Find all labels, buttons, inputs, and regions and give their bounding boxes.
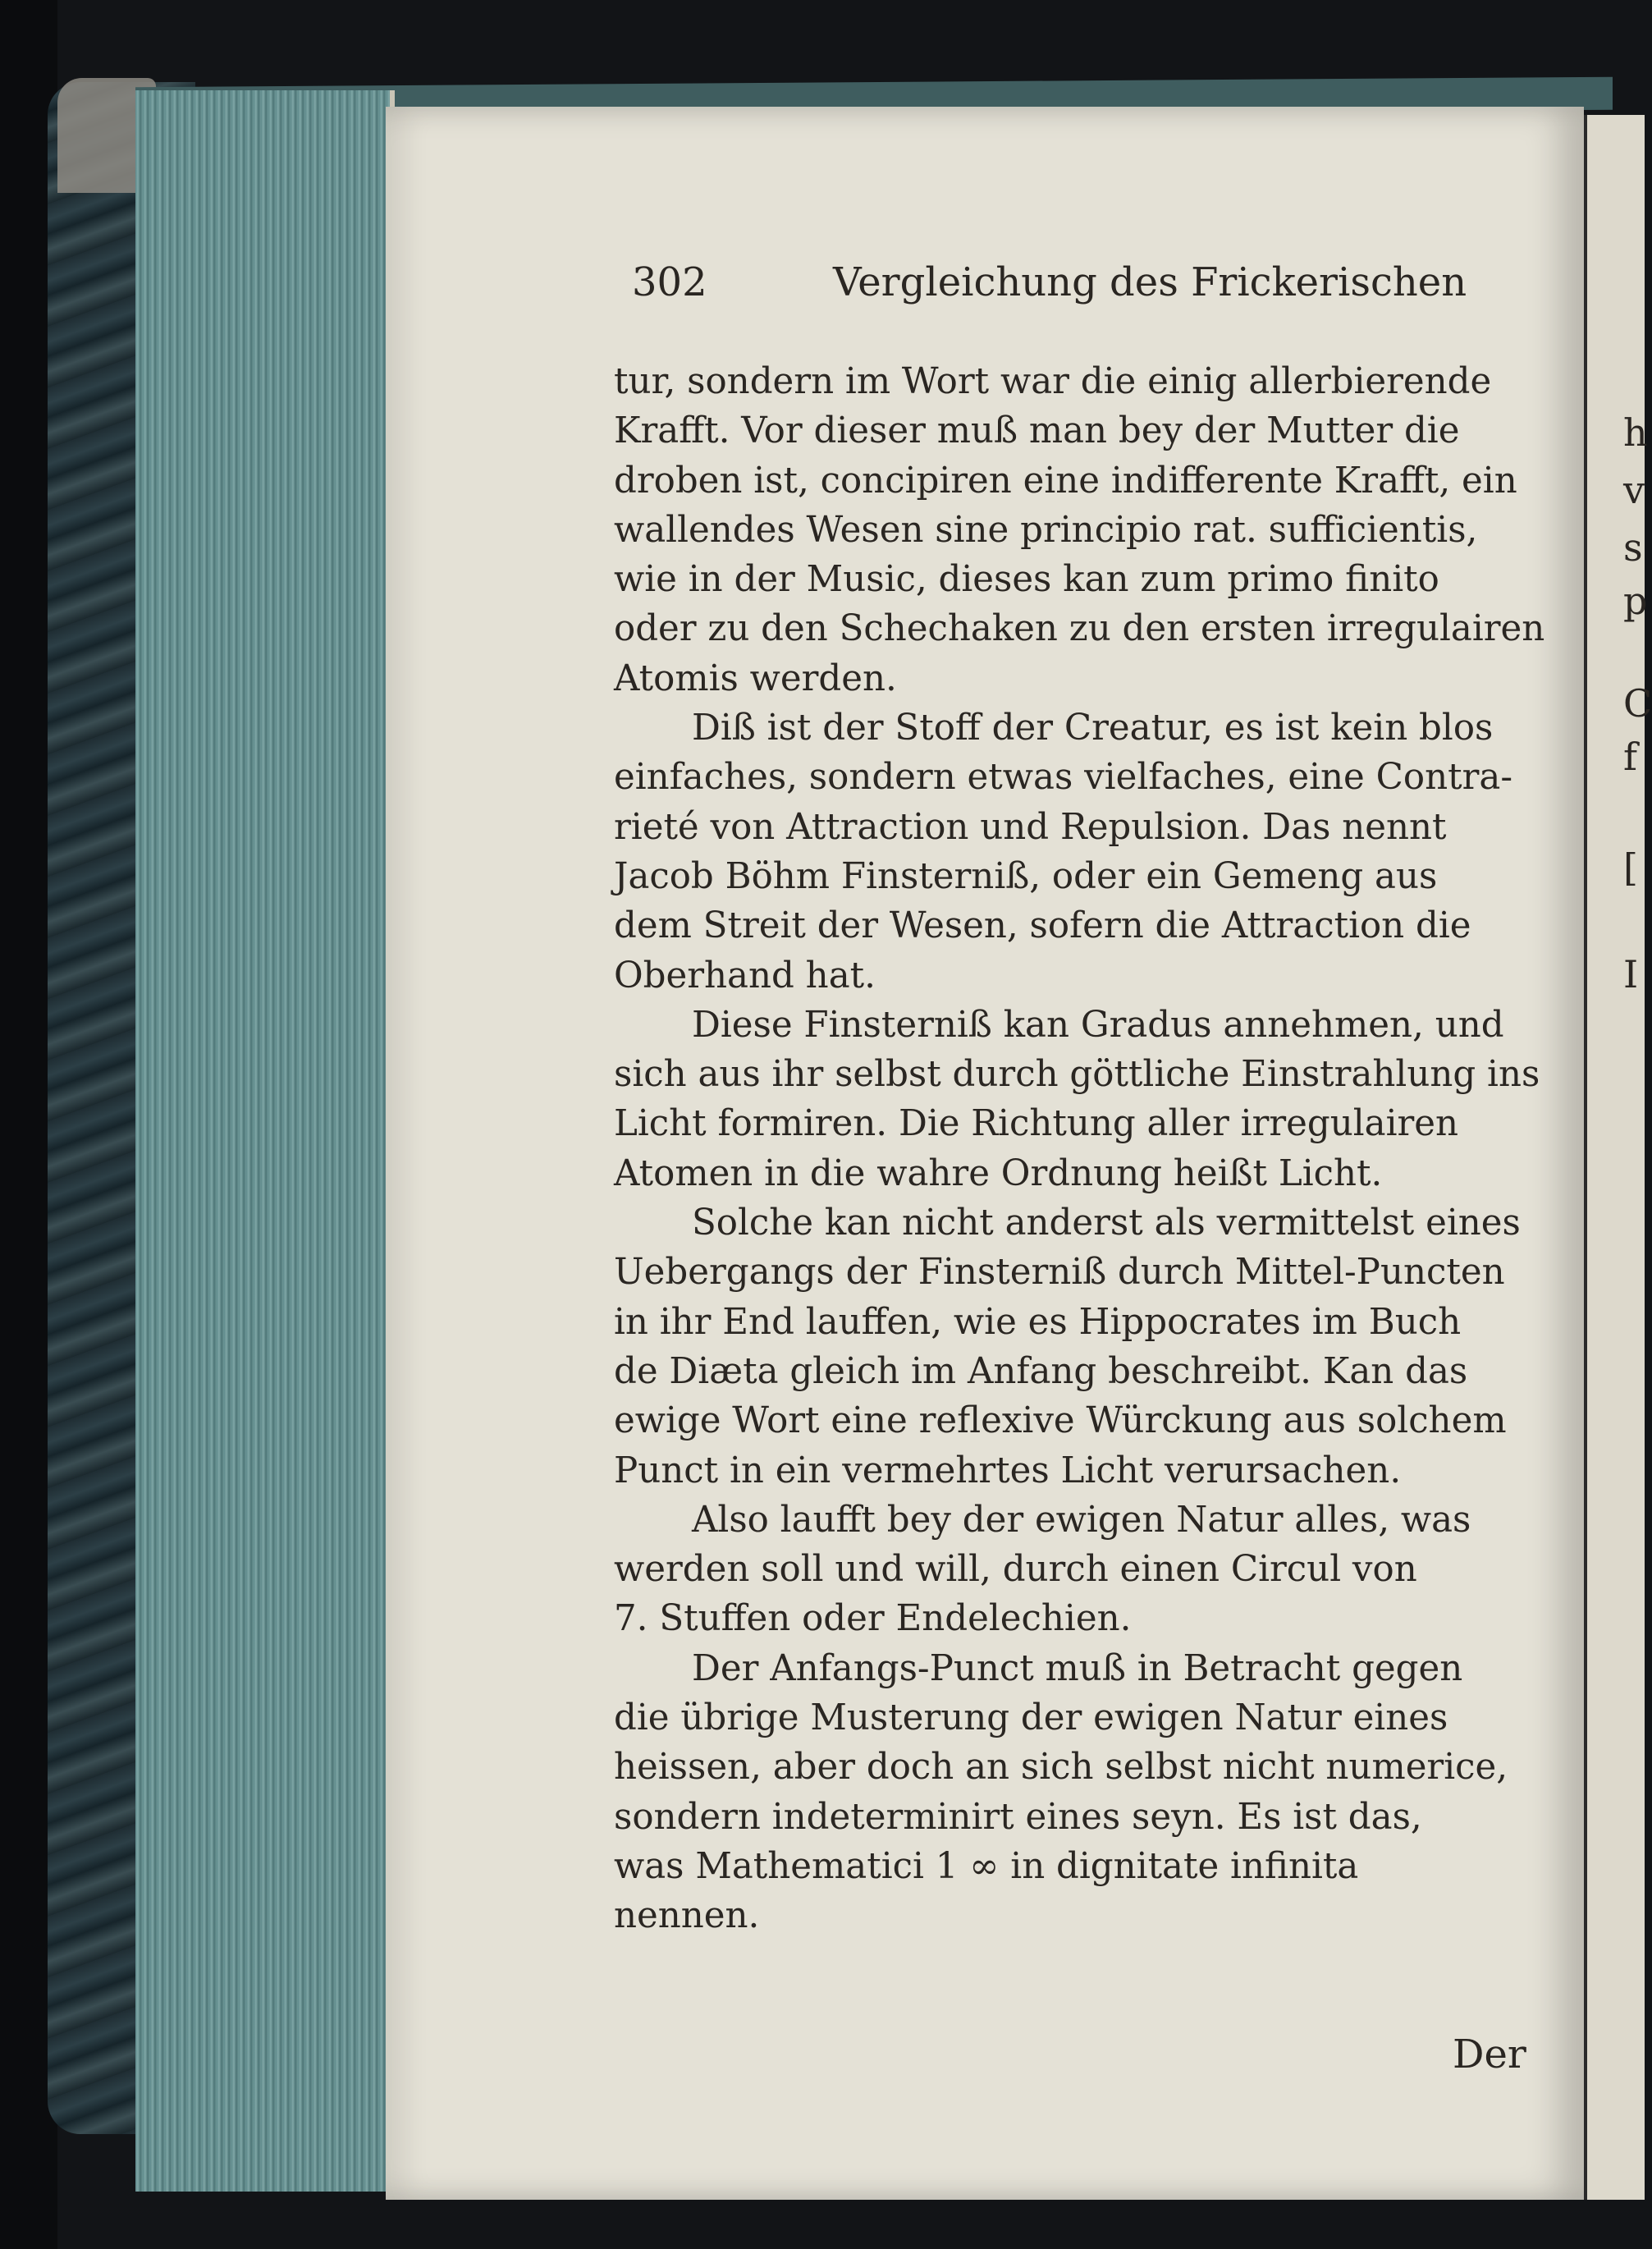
body-text xyxy=(614,357,1545,1941)
text-line: Uebergangs der Finsterniß durch Mittel-Puncten xyxy=(614,1252,1505,1294)
facing-page-char: [ xyxy=(1623,845,1638,890)
text-line: dem Streit der Wesen, sofern die Attraction die xyxy=(614,905,1471,947)
text-line: werden soll und will, durch einen Circul von xyxy=(614,1549,1417,1591)
facing-page-char: s xyxy=(1623,525,1643,570)
running-title: Vergleichung des Frickerischen xyxy=(833,259,1467,305)
catchword: Der xyxy=(1453,2031,1526,2077)
text-line: Diß ist der Stoff der Creatur, es ist kein blos xyxy=(692,708,1494,749)
text-line: rieté von Attraction und Repulsion. Das nennt xyxy=(614,806,1447,848)
facing-page-char: f xyxy=(1623,735,1638,779)
facing-page-char: C xyxy=(1623,681,1652,726)
text-line: wallendes Wesen sine principio rat. sufficientis, xyxy=(614,509,1478,551)
text-line: Atomis werden. xyxy=(614,657,897,699)
text-line: einfaches, sondern etwas vielfaches, eine Contra- xyxy=(614,757,1513,799)
facing-page-char: h xyxy=(1623,410,1648,455)
text-line: Licht formiren. Die Richtung aller irregulairen xyxy=(614,1103,1459,1145)
text-line: Also laufft bey der ewigen Natur alles, was xyxy=(692,1499,1471,1541)
text-line: Krafft. Vor dieser muß man bey der Mutter die xyxy=(614,410,1460,452)
text-line: Der Anfangs-Punct muß in Betracht gegen xyxy=(692,1647,1463,1689)
text-line: ewige Wort eine reflexive Würckung aus solchem xyxy=(614,1400,1507,1442)
page-number: 302 xyxy=(632,259,707,305)
text-line: Solche kan nicht anderst als vermittelst eines xyxy=(692,1202,1521,1244)
text-line: nennen. xyxy=(614,1895,760,1937)
text-line: die übrige Musterung der ewigen Natur eines xyxy=(614,1697,1448,1739)
facing-page-char: p xyxy=(1623,579,1648,623)
text-line: Diese Finsterniß kan Gradus annehmen, und xyxy=(692,1004,1504,1046)
text-line: droben ist, concipiren eine indifferente Krafft, ein xyxy=(614,460,1517,502)
text-line: de Diæta gleich im Anfang beschreibt. Kan das xyxy=(614,1350,1468,1392)
facing-page-char: I xyxy=(1623,952,1639,996)
text-line: Atomen in die wahre Ordnung heißt Licht. xyxy=(614,1152,1383,1194)
facing-page-char: v xyxy=(1623,468,1645,512)
text-line: Jacob Böhm Finsterniß, oder ein Gemeng aus xyxy=(614,855,1438,897)
book-page-edges xyxy=(135,90,395,2192)
text-line: oder zu den Schechaken zu den ersten irregulairen xyxy=(614,608,1545,650)
text-line: sondern indeterminirt eines seyn. Es ist das, xyxy=(614,1796,1422,1838)
text-line: Oberhand hat. xyxy=(614,955,876,996)
text-line: sich aus ihr selbst durch göttliche Einstrahlung ins xyxy=(614,1054,1540,1096)
text-line: Punct in ein vermehrtes Licht verursachen. xyxy=(614,1450,1402,1491)
text-line: was Mathematici 1 ∞ in dignitate infinita xyxy=(614,1845,1359,1887)
text-line: wie in der Music, dieses kan zum primo finito xyxy=(614,559,1439,601)
text-line: tur, sondern im Wort war die einig allerbierende xyxy=(614,361,1492,402)
text-line: 7. Stuffen oder Endelechien. xyxy=(614,1598,1132,1640)
text-line: heissen, aber doch an sich selbst nicht numerice, xyxy=(614,1747,1508,1789)
text-line: in ihr End lauffen, wie es Hippocrates im Buch xyxy=(614,1301,1462,1343)
